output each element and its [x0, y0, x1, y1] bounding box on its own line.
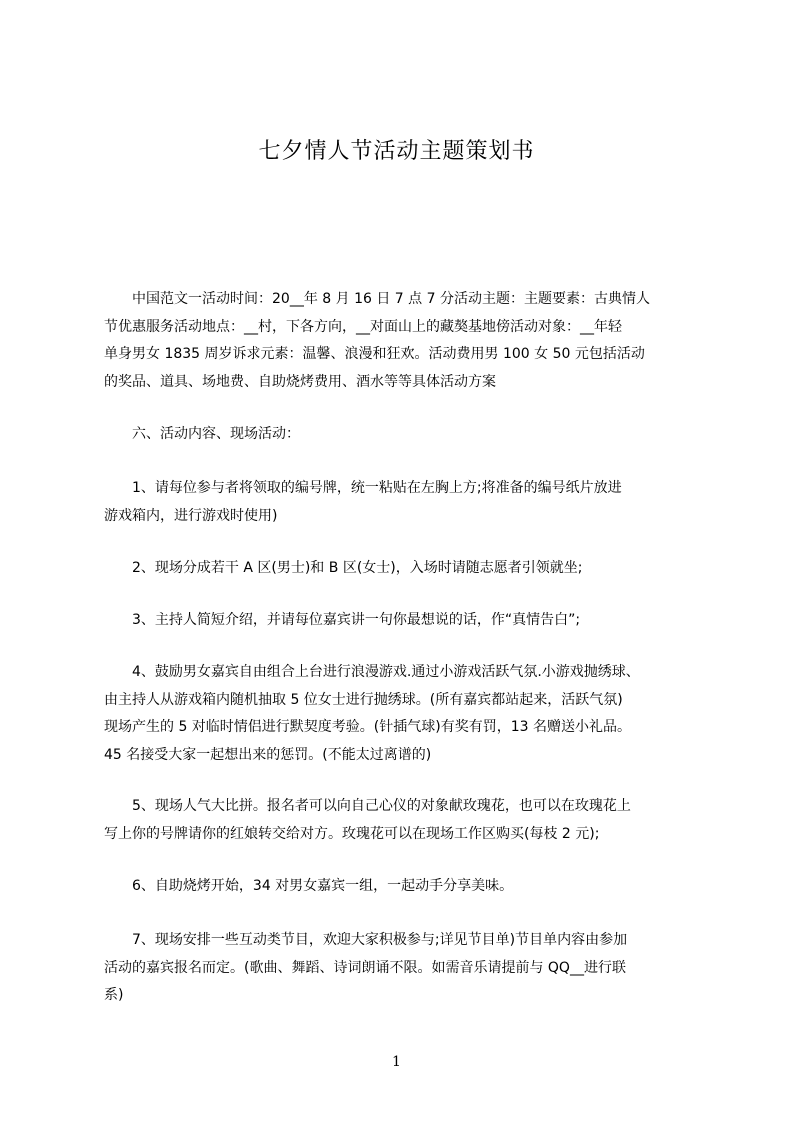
text-line: 1、请每位参与者将领取的编号牌，统一粘贴在左胸上方;将准备的编号纸片放进 [104, 480, 622, 496]
text-line: 3、主持人简短介绍，并请每位嘉宾讲一句你最想说的话，作“真情告白”; [104, 612, 581, 628]
text-line: 系) [104, 987, 124, 1003]
paragraph-item-5 [104, 793, 704, 848]
paragraph-item-7 [104, 927, 704, 1010]
text-line: 六、活动内容、现场活动： [104, 426, 300, 442]
text-line: 现场产生的 5 对临时情侣进行默契度考验。(针插气球)有奖有罚，13 名赠送小礼品。 [104, 719, 631, 735]
text-line: 写上你的号牌请你的红娘转交给对方。玫瑰花可以在现场工作区购买(每枝 2 元); [104, 825, 600, 842]
text-line: 单身男女 1835 周岁诉求元素：温馨、浪漫和狂欢。活动费用男 100 女 50 元包括活动 [104, 346, 645, 362]
text-line: 游戏箱内，进行游戏时使用) [104, 507, 278, 524]
text-line: 活动的嘉宾报名而定。(歌曲、舞蹈、诗词朗诵不限。如需音乐请提前与 QQ__进行联 [104, 959, 626, 976]
paragraph-item-4 [104, 659, 704, 769]
paragraph-section-heading [104, 421, 704, 449]
text-line: 由主持人从游戏箱内随机抽取 5 位女士进行抛绣球。(所有嘉宾都站起来，活跃气氛) [104, 691, 623, 708]
text-line: 的奖品、道具、场地费、自助烧烤费用、酒水等等具体活动方案 [104, 373, 496, 390]
text-line: 中国范文一活动时间：20__年 8 月 16 日 7 点 7 分活动主题：主题要素：古典情人 [104, 291, 650, 307]
page-number: 1 [392, 1054, 401, 1070]
paragraph-item-1 [104, 475, 704, 530]
text-line: 节优惠服务活动地点：__村，下各方向，__对面山上的藏獒基地傍活动对象：__年轻 [104, 318, 622, 335]
document-title: 七夕情人节活动主题策划书 [258, 139, 535, 164]
paragraph-intro [104, 286, 704, 396]
text-line: 45 名接受大家一起想出来的惩罚。(不能太过离谱的) [104, 746, 432, 763]
text-line: 2、现场分成若干 A 区(男士)和 B 区(女士)，入场时请随志愿者引领就坐; [104, 560, 583, 576]
paragraph-item-2 [104, 555, 704, 583]
text-line: 6、自助烧烤开始，34 对男女嘉宾一组，一起动手分享美味。 [104, 878, 514, 894]
paragraph-item-3 [104, 607, 704, 635]
text-line: 5、现场人气大比拼。报名者可以向自己心仪的对象献玫瑰花，也可以在玫瑰花上 [104, 798, 631, 814]
text-line: 4、鼓励男女嘉宾自由组合上台进行浪漫游戏.通过小游戏活跃气氛.小游戏抛绣球、 [104, 664, 640, 680]
paragraph-item-6 [104, 873, 704, 901]
text-line: 7、现场安排一些互动类节目，欢迎大家积极参与;详见节目单)节目单内容由参加 [104, 932, 628, 948]
